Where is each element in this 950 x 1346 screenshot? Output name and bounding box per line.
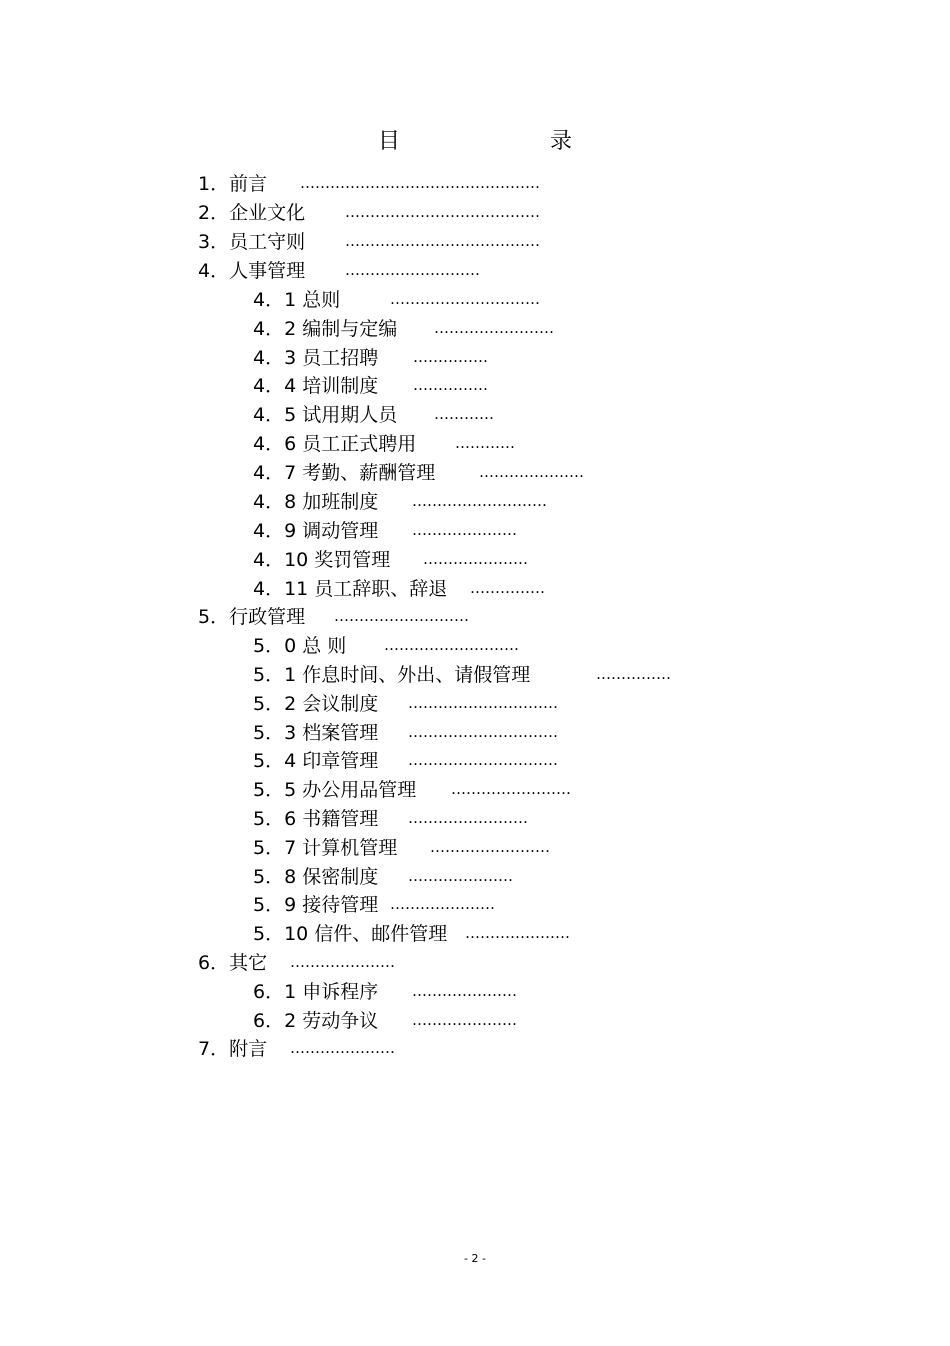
toc-entry (253, 662, 671, 688)
toc-entry (198, 258, 480, 284)
toc-entry (253, 691, 558, 717)
toc-entry (253, 431, 515, 457)
toc-entry-label: 5．3 档案管理 (253, 722, 379, 744)
toc-entry-label: 5．5 办公用品管理 (253, 779, 417, 801)
toc-entry-label: 4．3 员工招聘 (253, 347, 379, 369)
toc-entry-leader: ………………………… (408, 723, 558, 741)
toc-entry-leader: ………………………………… (345, 203, 540, 221)
toc-entry (253, 921, 570, 947)
toc-entry-leader: …………………… (434, 319, 554, 337)
toc-entry-label: 5．1 作息时间、外出、请假管理 (253, 664, 531, 686)
toc-entry (253, 1008, 517, 1034)
toc-entry (198, 171, 540, 197)
toc-entry (253, 777, 571, 803)
toc-entry-leader: ………………… (390, 895, 495, 913)
toc-entry-leader: ………………………… (408, 694, 558, 712)
toc-entry-label: 6．1 申诉程序 (253, 981, 379, 1003)
toc-entry (253, 316, 554, 342)
toc-entry (253, 489, 547, 515)
toc-entry-leader: ………………………… (390, 290, 540, 308)
toc-entry-label: 4．7 考勤、薪酬管理 (253, 462, 436, 484)
toc-entry (253, 402, 494, 428)
toc-entry (253, 864, 513, 890)
toc-entry-label: 7．附言 (198, 1038, 268, 1060)
toc-entry-label: 4．8 加班制度 (253, 491, 379, 513)
toc-entry (253, 748, 558, 774)
toc-entry-label: 4．人事管理 (198, 260, 306, 282)
toc-entry-label: 3．员工守则 (198, 231, 306, 253)
page-number: - 2 - (464, 1252, 486, 1265)
toc-entry (198, 1036, 395, 1062)
toc-entry-label: 4．1 总则 (253, 289, 341, 311)
toc-entry-label: 5．0 总 则 (253, 635, 347, 657)
toc-entry-label: 5．行政管理 (198, 606, 306, 628)
toc-entry (253, 345, 488, 371)
toc-entry-leader: ………………………………… (345, 232, 540, 250)
toc-entry-label: 5．9 接待管理 (253, 894, 379, 916)
toc-entry-leader: ………………… (423, 550, 528, 568)
toc-entry-label: 6．其它 (198, 952, 268, 974)
toc-entry-label: 4．9 调动管理 (253, 520, 379, 542)
toc-entry-leader: ………………… (408, 867, 513, 885)
toc-entry-label: 4．6 员工正式聘用 (253, 433, 417, 455)
toc-entry-leader: …………………… (451, 780, 571, 798)
toc-entry (253, 806, 528, 832)
toc-entry-leader: ……………………… (412, 492, 547, 510)
toc-entry-label: 2．企业文化 (198, 202, 306, 224)
toc-entry-leader: ………… (434, 405, 494, 423)
toc-entry-label: 4．2 编制与定编 (253, 318, 398, 340)
toc-entry-label: 1．前言 (198, 173, 268, 195)
toc-entry (253, 518, 517, 544)
toc-entry-label: 4．5 试用期人员 (253, 404, 398, 426)
toc-entry (253, 892, 495, 918)
toc-entry-label: 4．4 培训制度 (253, 375, 379, 397)
toc-entry-leader: …………………… (408, 809, 528, 827)
toc-entry-leader: …………… (413, 348, 488, 366)
toc-entry-leader: ……………………… (334, 607, 469, 625)
toc-entry (253, 979, 517, 1005)
toc-entry-leader: ……………………… (384, 636, 519, 654)
toc-entry-leader: …………… (470, 579, 545, 597)
toc-entry (253, 547, 528, 573)
toc-entry-leader: ………………… (290, 1039, 395, 1057)
toc-title: 目 录 (377, 129, 636, 154)
toc-entry-label: 5．10 信件、邮件管理 (253, 923, 448, 945)
toc-entry (253, 633, 519, 659)
toc-entry (253, 835, 550, 861)
toc-entry-label: 5．6 书籍管理 (253, 808, 379, 830)
toc-entry-leader: …………………… (430, 838, 550, 856)
toc-entry (198, 604, 469, 630)
toc-entry-label: 5．4 印章管理 (253, 750, 379, 772)
toc-entry-leader: ………………… (465, 924, 570, 942)
toc-entry (253, 460, 584, 486)
toc-entry-leader: ………………………… (408, 751, 558, 769)
toc-entry (198, 200, 540, 226)
toc-entry (198, 950, 395, 976)
toc-entry-leader: ………………… (479, 463, 584, 481)
toc-entry-label: 4．11 员工辞职、辞退 (253, 578, 448, 600)
toc-entry (253, 373, 488, 399)
toc-entry (253, 287, 540, 313)
toc-entry-leader: ………………… (412, 1011, 517, 1029)
toc-entry-label: 5．2 会议制度 (253, 693, 379, 715)
toc-entry-leader: …………… (596, 665, 671, 683)
toc-entry (253, 576, 545, 602)
toc-entry-leader: ……………………… (345, 261, 480, 279)
toc-entry-leader: ………………… (412, 982, 517, 1000)
toc-entry-leader: …………… (413, 376, 488, 394)
toc-entry (198, 229, 540, 255)
toc-entry-leader: ………………… (412, 521, 517, 539)
toc-entry (253, 720, 558, 746)
toc-entry-label: 5．8 保密制度 (253, 866, 379, 888)
toc-entry-leader: ………………… (290, 953, 395, 971)
toc-entry-label: 4．10 奖罚管理 (253, 549, 391, 571)
toc-entry-label: 6．2 劳动争议 (253, 1010, 379, 1032)
toc-entry-leader: ………… (455, 434, 515, 452)
toc-entry-label: 5．7 计算机管理 (253, 837, 398, 859)
toc-entry-leader: ………………………………………… (300, 174, 540, 192)
